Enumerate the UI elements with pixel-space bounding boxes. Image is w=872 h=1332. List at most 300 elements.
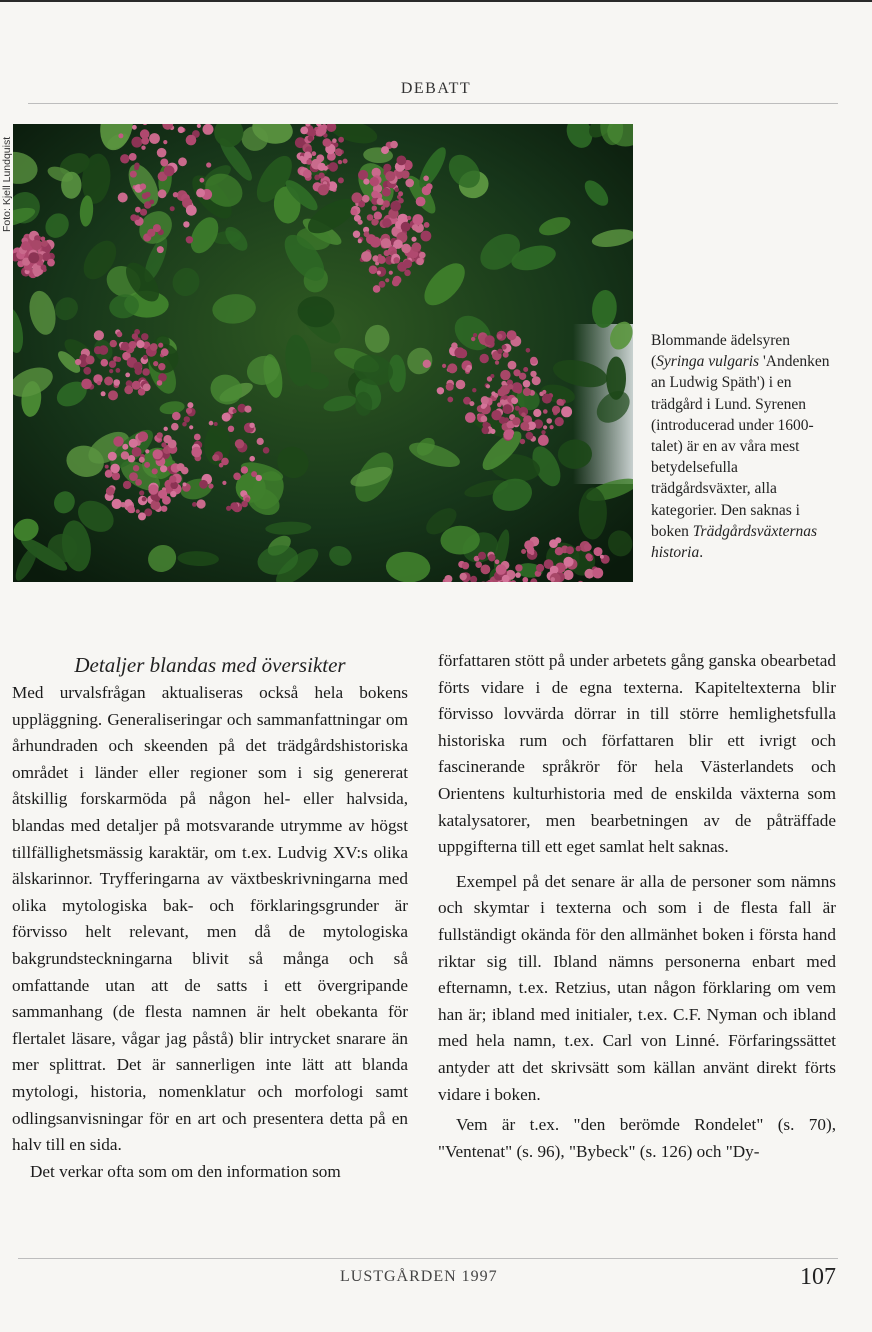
lilac-floret [184, 416, 190, 422]
lilac-floret [244, 406, 251, 413]
lilac-floret [230, 502, 238, 510]
lilac-floret [523, 367, 528, 372]
lilac-floret [496, 564, 507, 575]
lilac-floret [153, 449, 163, 459]
lilac-floret [520, 439, 525, 444]
lilac-floret [451, 342, 457, 348]
lilac-floret [550, 425, 554, 429]
lilac-floret [482, 422, 489, 429]
lilac-floret [401, 170, 410, 179]
lilac-floret [152, 468, 158, 474]
lilac-floret [372, 206, 377, 211]
lilac-floret [178, 127, 185, 134]
lilac-floret [208, 484, 213, 489]
lilac-floret [161, 442, 166, 447]
lilac-floret [249, 423, 254, 428]
lilac-floret [481, 404, 486, 409]
lilac-floret [423, 360, 431, 368]
lilac-floret [584, 543, 592, 551]
paragraph: Exempel på det senare är alla de personer som nämns och skymtar i texterna och som i de flesta fall är fullständigt okända för den allmänhet boken i första hand riktar sig till. Ibland nämns personerna enbart med efternamn, t.ex. Retzius, utan någon förklaring om vem han är; ibland med initialer, t.ex. C.F. Nyman och ibland med hela namn, t.ex. Carl von Linné. Förfaringssättet antyder att det skrivsätt som källan använt direkt förts vidare i boken. [438, 871, 836, 1104]
lilac-floret [498, 388, 506, 396]
lilac-floret [328, 162, 338, 172]
lilac-floret [132, 381, 141, 390]
header-rule [28, 103, 838, 104]
lilac-floret [398, 191, 403, 196]
lilac-floret [94, 330, 104, 340]
lilac-floret [153, 224, 161, 232]
lilac-floret [541, 430, 545, 434]
lilac-floret [110, 340, 117, 347]
lilac-floret [222, 481, 226, 485]
lilac-floret [307, 129, 316, 138]
lilac-floret [222, 413, 231, 422]
lilac-floret [173, 192, 178, 197]
lilac-floret [86, 355, 95, 364]
lilac-floret [377, 198, 384, 205]
lilac-floret [121, 342, 130, 351]
lilac-floret [143, 355, 148, 360]
lilac-floret [41, 240, 48, 247]
lilac-floret [405, 179, 414, 188]
lilac-floret [358, 201, 365, 208]
lilac-floret [145, 449, 149, 453]
lilac-floret [407, 216, 411, 220]
lilac-floret [129, 153, 137, 161]
article-subheading: Detaljer blandas med översikter [74, 653, 346, 677]
lilac-floret [130, 171, 137, 178]
lilac-floret [382, 188, 391, 197]
lilac-floret [532, 376, 541, 385]
lilac-floret [485, 335, 495, 345]
lilac-floret [523, 388, 531, 396]
caption-part: Syringa vulgaris [656, 353, 760, 371]
lilac-floret [319, 173, 325, 179]
lilac-floret [370, 237, 381, 248]
lilac-floret [536, 564, 544, 572]
lilac-floret [490, 429, 495, 434]
photo-caption [651, 330, 841, 563]
lilac-floret [491, 410, 501, 420]
lilac-floret [486, 384, 490, 388]
lilac-floret [398, 198, 404, 204]
lilac-floret [153, 361, 158, 366]
lilac-floret [206, 162, 211, 167]
lilac-floret [550, 577, 555, 582]
lilac-floret [412, 224, 419, 231]
lilac-floret [138, 512, 146, 520]
lilac-floret [520, 422, 529, 431]
lilac-floret [424, 222, 430, 228]
lilac-floret [154, 496, 160, 502]
lilac-floret [168, 440, 177, 449]
lilac-floret [118, 133, 123, 138]
lilac-floret [401, 222, 411, 232]
lilac-floret [338, 177, 344, 183]
lilac-floret [47, 259, 55, 267]
lilac-floret [97, 381, 101, 385]
lilac-floret [338, 137, 344, 143]
lilac-floret [592, 568, 603, 579]
lilac-floret [361, 251, 372, 262]
lilac-floret [157, 148, 167, 158]
lilac-floret [170, 206, 175, 211]
lilac-floret [566, 546, 574, 554]
lilac-floret [371, 191, 379, 199]
lilac-floret [83, 367, 91, 375]
lilac-floret [134, 165, 139, 170]
lilac-floret [416, 197, 426, 207]
lilac-floret [306, 159, 312, 165]
lilac-floret [555, 417, 564, 426]
lilac-floret [475, 561, 482, 568]
lilac-floret [120, 154, 129, 163]
lilac-floret [148, 485, 158, 495]
lilac-floret [182, 422, 187, 427]
lilac-floret [251, 471, 257, 477]
lilac-floret [411, 237, 416, 242]
lilac-floret [377, 271, 381, 275]
lilac-floret [507, 330, 517, 340]
lilac-floret [163, 140, 167, 144]
lilac-floret [108, 452, 117, 461]
lilac-floret [113, 379, 120, 386]
lilac-floret [170, 482, 178, 490]
lilac-floret [358, 220, 363, 225]
lilac-floret [197, 499, 206, 508]
lilac-floret [136, 509, 140, 513]
lilac-floret [141, 333, 148, 340]
lilac-floret [132, 333, 138, 339]
lilac-floret [469, 401, 474, 406]
lilac-floret [369, 265, 378, 274]
lilac-floret [515, 406, 520, 411]
photo-credit: Foto: Kjell Lundquist [1, 136, 13, 232]
lilac-floret [112, 499, 122, 509]
lilac-floret [421, 231, 432, 242]
lilac-floret [164, 427, 168, 431]
lilac-floret [186, 205, 197, 216]
lilac-floret [530, 551, 534, 555]
lilac-floret [196, 188, 205, 197]
lilac-floret [533, 409, 541, 417]
lilac-floret [350, 208, 357, 215]
lilac-floret [308, 136, 314, 142]
lilac-floret [158, 189, 167, 198]
lilac-floret [187, 402, 193, 408]
article-column-right [438, 648, 836, 1165]
lilac-floret [497, 349, 502, 354]
caption-part: 'Andenken an Ludwig Späth') i en trädgård i Lund. Syrenen (introducerad under 1600-talet) är en av våra mest betydelsefulla trädgårdsväxter, alla kategorier. Den saknas i boken [651, 353, 830, 540]
lilac-floret [186, 408, 192, 414]
lilac-floret [381, 206, 385, 210]
top-border [0, 0, 872, 2]
lilac-floret [423, 176, 429, 182]
lilac-floret [561, 406, 572, 417]
section-header: DEBATT [400, 80, 472, 97]
lilac-floret [109, 369, 113, 373]
lilac-floret [412, 214, 423, 225]
lilac-floret [124, 385, 133, 394]
lilac-floret [81, 379, 92, 390]
lilac-floret [194, 434, 201, 441]
lilac-floret [139, 457, 145, 463]
lilac-floret [481, 416, 488, 423]
lilac-floret [133, 362, 142, 371]
lilac-floret [191, 447, 202, 458]
lilac-floret [144, 462, 150, 468]
lilac-floret [133, 465, 139, 471]
lilac-floret [550, 566, 559, 575]
lilac-floret [530, 371, 536, 377]
lilac-floret [460, 573, 467, 580]
lilac-floret [419, 252, 426, 259]
lilac-floret [105, 470, 113, 478]
lilac-floret [303, 169, 312, 178]
lilac-floret [28, 252, 39, 263]
lilac-floret [129, 341, 137, 349]
lilac-floret [412, 242, 422, 252]
lilac-floret [511, 397, 518, 404]
lilac-floret [502, 345, 507, 350]
lilac-floret [504, 417, 509, 422]
lilac-floret [299, 156, 304, 161]
lilac-floret [316, 154, 324, 162]
lilac-floret [304, 152, 311, 159]
lilac-floret [94, 346, 102, 354]
lilac-floret [530, 357, 538, 365]
lilac-floret [318, 185, 329, 196]
lilac-floret [563, 557, 573, 567]
lilac-floret [446, 383, 454, 391]
lilac-floret [249, 456, 255, 462]
lilac-floret [462, 562, 469, 569]
lilac-floret [21, 241, 30, 250]
footer-rule [18, 1258, 838, 1259]
lilac-floret [370, 177, 379, 186]
lilac-floret [158, 363, 165, 370]
paragraph: Med urvalsfrågan aktualiseras också hela bokens uppläggning. Generaliseringar och sammanfattningar om århundraden och skeenden på det trädgårdshistoriska området i länder eller regioner som i sig genererat åtskillig forskarmöda på någon hel- eller halvsida, blandas med detaljer på motsvarande utrymme av högst tillfällighetsmässig karaktär, om t.ex. Ludvig XV:s olika älskarinnor. Tryfferingarna av växtbeskrivningarna med olika mytologiska bak- och förklaringsgrunder är förvisso helt relevant, men då de mytologiska bakgrundsteckningarna blivit så många och så omfattande utan att de satts i ett övergripande sammanhang (de flesta namnen är helt obekanta för flertalet läsare, vågar jag påstå) blir intrycket snarare än mer splittrat. Det är sannerligen inte lätt att blanda mytologi, historia, nomenklatur och morfologi samt odlingsanvisningar för en art och presentera detta på en halv till en sida. [12, 683, 408, 1155]
lilac-floret [75, 359, 81, 365]
lilac-floret [321, 124, 327, 130]
lilac-floret [149, 200, 154, 205]
paragraph: författaren stött på under arbetets gång ganska obearbetad förts vidare i de egna texterna. Kapiteltexterna blir förvisso lovvärda dörrar in till större hemlighetsfulla historiska rum och författaren blir ett ivrigt och fascinerande språkrör för hela Västerlandets och Orientens kulturhistoria med de enskilda växterna som katalysatorer, men bearbetningen av de påträffade uppgifterna till ett eget samlat helt saknas. [438, 651, 836, 857]
lilac-floret [512, 417, 520, 425]
lilac-floret [109, 361, 116, 368]
lilac-floret [458, 349, 467, 358]
lilac-floret [170, 491, 176, 497]
lilac-floret [318, 163, 326, 171]
lilac-floret [122, 444, 128, 450]
lilac-floret [131, 137, 142, 148]
lilac-floret [393, 240, 402, 249]
lilac-floret [437, 387, 444, 394]
lilac-floret [542, 394, 552, 404]
lilac-floret [219, 463, 224, 468]
lilac-floret [31, 240, 41, 250]
lilac-floret [172, 412, 181, 421]
lilac-floret [488, 554, 495, 561]
lilac-floret [495, 559, 500, 564]
lilac-floret [521, 549, 526, 554]
lilac-floret [552, 406, 560, 414]
lilac-floret [241, 501, 248, 508]
lilac-floret [41, 265, 47, 271]
lilac-floret [538, 435, 549, 446]
lilac-floret [141, 137, 149, 145]
lilac-floret [543, 409, 548, 414]
lilac-floret [183, 221, 189, 227]
lilac-photo [13, 124, 633, 582]
lilac-floret [392, 279, 400, 287]
lilac-floret [101, 359, 109, 367]
lilac-floret [385, 171, 395, 181]
lilac-floret [105, 465, 109, 469]
lilac-floret [199, 480, 208, 489]
lilac-floret [542, 390, 546, 394]
lilac-floret [397, 156, 407, 166]
lilac-floret [157, 246, 164, 253]
lilac-floret [140, 183, 146, 189]
lilac-floret [555, 547, 563, 555]
lilac-floret [456, 380, 466, 390]
lilac-floret [139, 490, 144, 495]
lilac-floret [363, 179, 369, 185]
lilac-floret [143, 383, 151, 391]
lilac-floret [497, 334, 502, 339]
lilac-floret [300, 127, 308, 135]
lilac-floret [112, 472, 120, 480]
lilac-floret [323, 138, 332, 147]
lilac-floret [140, 209, 147, 216]
lilac-floret [183, 482, 187, 486]
lilac-floret [132, 125, 137, 130]
lilac-floret [113, 436, 123, 446]
lilac-floret [235, 439, 244, 448]
lilac-floret [353, 231, 360, 238]
lilac-floret [142, 193, 148, 199]
lilac-floret [543, 425, 547, 429]
lilac-floret [169, 475, 176, 482]
lilac-floret [335, 148, 342, 155]
lilac-floret [164, 166, 175, 177]
lilac-floret [200, 178, 205, 183]
article-column-left [12, 650, 408, 1185]
lilac-floret [104, 377, 113, 386]
lilac-floret [555, 537, 561, 543]
lilac-floret [523, 380, 531, 388]
lilac-floret [471, 337, 475, 341]
lilac-floret [178, 157, 187, 166]
lilac-floret [373, 285, 381, 293]
lilac-floret [546, 418, 552, 424]
lilac-floret [385, 278, 389, 282]
lilac-floret [403, 259, 412, 268]
lilac-floret [233, 409, 237, 413]
lilac-floret [142, 368, 150, 376]
lilac-floret [515, 564, 522, 571]
lilac-floret [480, 354, 489, 363]
lilac-floret [490, 374, 494, 378]
lilac-floret [381, 238, 391, 248]
lilac-floret [393, 257, 399, 263]
lilac-floret [465, 412, 476, 423]
lilac-floret [214, 422, 218, 426]
lilac-floret [364, 231, 370, 237]
lilac-floret [389, 271, 393, 275]
lilac-floret [576, 546, 582, 552]
lilac-floret [422, 186, 431, 195]
lilac-floret [515, 572, 521, 578]
lilac-floret [524, 540, 534, 550]
lilac-floret [203, 124, 214, 135]
caption-part: Trädgårdsväxternas historia [651, 522, 818, 562]
lilac-floret [371, 219, 378, 226]
lilac-floret [161, 506, 167, 512]
lilac-floret [442, 364, 446, 368]
lilac-floret [160, 465, 167, 472]
lilac-floret [585, 553, 592, 560]
lilac-floret [338, 160, 342, 164]
lilac-floret [106, 487, 115, 496]
lilac-floret [401, 244, 411, 254]
lilac-floret [117, 331, 123, 337]
lilac-floret [600, 555, 604, 559]
lilac-floret [150, 500, 160, 510]
lilac-floret [515, 388, 519, 392]
lilac-floret [495, 361, 499, 365]
lilac-floret [563, 570, 573, 580]
lilac-floret [390, 141, 398, 149]
lilac-floret [129, 472, 138, 481]
lilac-floret [503, 404, 513, 414]
lilac-floret [127, 505, 135, 513]
lilac-floret [118, 193, 128, 203]
lilac-floret [481, 396, 489, 404]
lilac-floret [594, 547, 603, 556]
lilac-floret [508, 384, 514, 390]
lilac-floret [526, 432, 534, 440]
paragraph: Vem är t.ex. "den berömde Rondelet" (s. 70), "Ventenat" (s. 96), "Bybeck" (s. 126) och "Dy- [438, 1115, 836, 1161]
lilac-floret [177, 463, 185, 471]
lilac-floret [508, 361, 517, 370]
lilac-floret [116, 368, 121, 373]
lilac-floret [116, 357, 121, 362]
lilac-floret [257, 438, 264, 445]
lilac-floret [132, 447, 142, 457]
lilac-floret [171, 423, 179, 431]
lilac-floret [123, 481, 131, 489]
page-number: 107 [800, 1264, 836, 1290]
lilac-floret [343, 159, 348, 164]
lilac-floret [138, 431, 148, 441]
lilac-floret [192, 502, 197, 507]
lilac-floret [186, 236, 193, 243]
lilac-floret [129, 439, 138, 448]
lilac-floret [497, 402, 502, 407]
lilac-floret [135, 215, 140, 220]
lilac-floret [149, 133, 160, 144]
lilac-floret [228, 426, 234, 432]
lilac-floret [481, 565, 491, 575]
lilac-floret [108, 390, 118, 400]
lilac-floret [358, 239, 362, 243]
lilac-floret [160, 159, 168, 167]
lilac-floret [311, 151, 316, 156]
lilac-floret [447, 363, 457, 373]
lilac-floret [472, 388, 476, 392]
lilac-floret [500, 370, 510, 380]
lilac-floret [557, 399, 564, 406]
